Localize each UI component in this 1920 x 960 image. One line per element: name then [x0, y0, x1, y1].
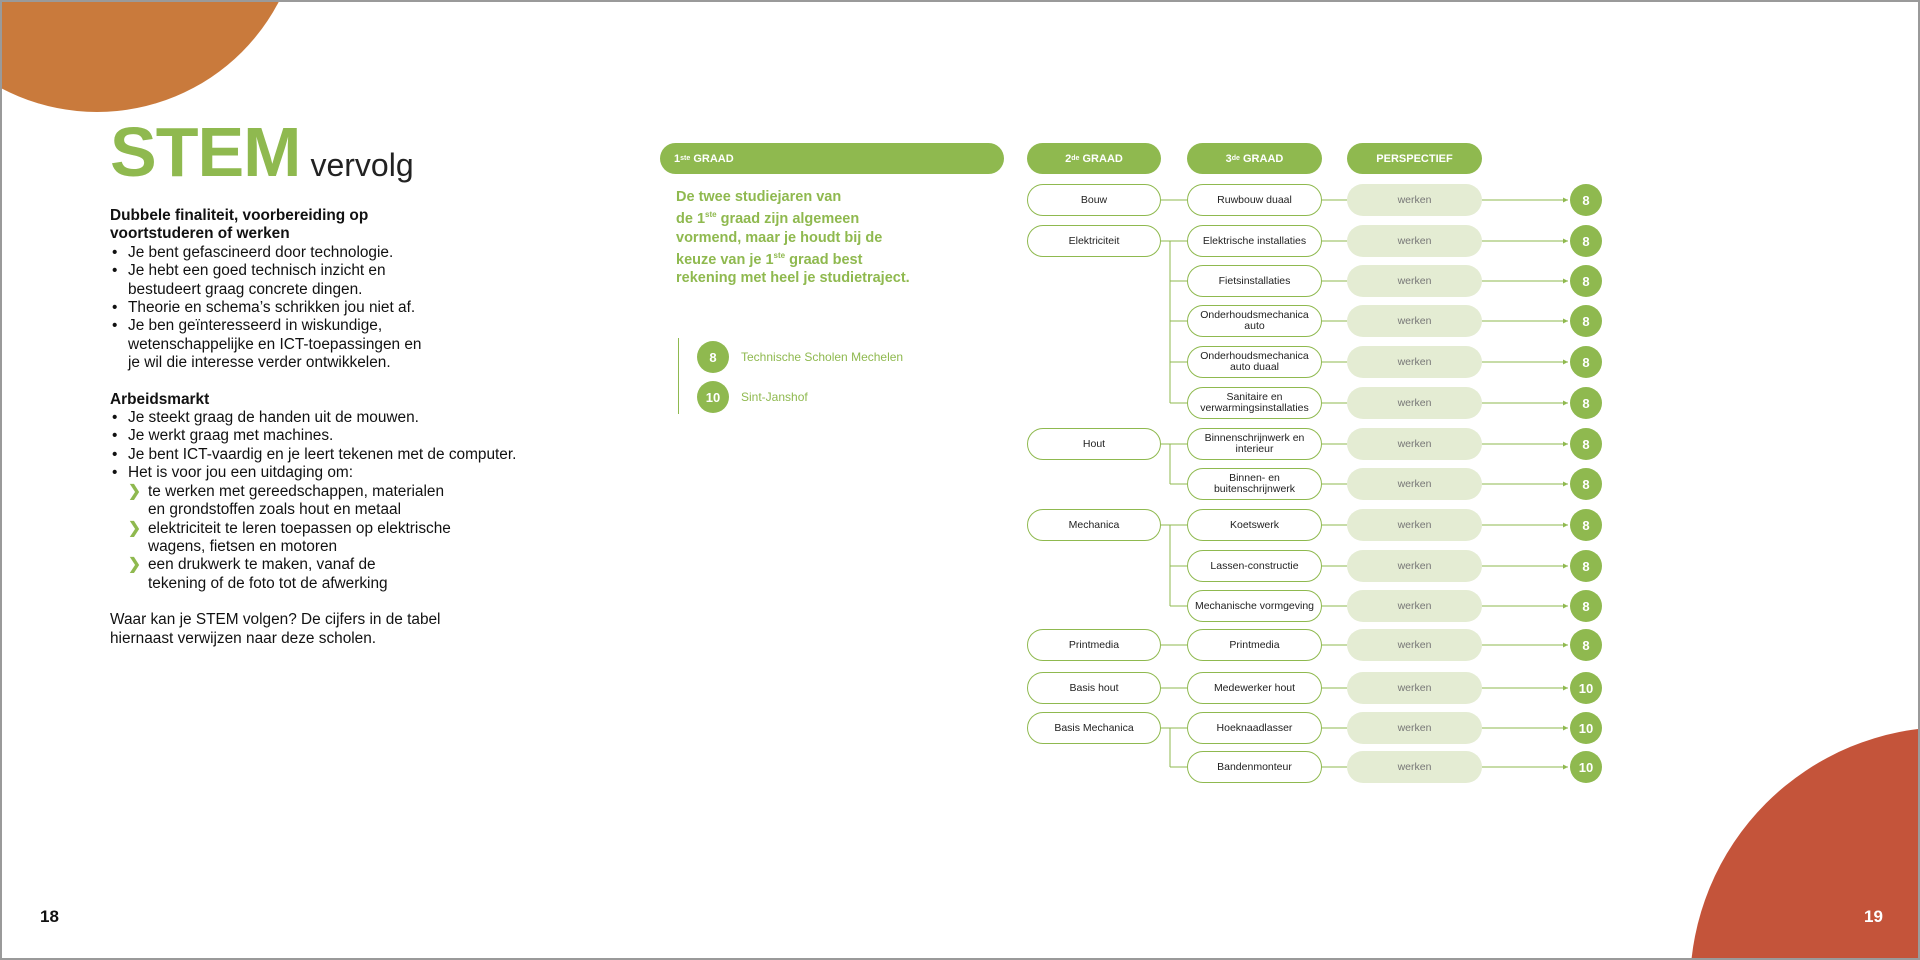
- bullet-list-profile: [110, 244, 530, 373]
- perspective-werken: werken: [1347, 184, 1482, 216]
- third-grade-option: Lassen-constructie: [1187, 550, 1322, 582]
- list-item: • Je werkt graag met machines.: [110, 427, 530, 445]
- header-2de-graad: 2 de GRAAD: [1027, 143, 1161, 174]
- school-number-badge: 10: [1570, 712, 1602, 744]
- bullet-list-arbeidsmarkt: [110, 409, 530, 593]
- school-number-badge: 8: [1570, 468, 1602, 500]
- sub-list-item: ❯ elektriciteit te leren toepassen op elektrische wagens, fietsen en motoren: [128, 519, 451, 555]
- perspective-werken: werken: [1347, 550, 1482, 582]
- legend-divider: [678, 338, 679, 414]
- third-grade-option: Sanitaire en verwarmingsinstallaties: [1187, 387, 1322, 419]
- heading-finaliteit: Dubbele finaliteit, voorbereiding op voortstuderen of werken: [110, 207, 369, 243]
- third-grade-option: Koetswerk: [1187, 509, 1322, 541]
- third-grade-option: Binnenschrijnwerk en interieur: [1187, 428, 1322, 460]
- perspective-werken: werken: [1347, 509, 1482, 541]
- perspective-werken: werken: [1347, 468, 1482, 500]
- perspective-werken: werken: [1347, 428, 1482, 460]
- second-grade-option: Basis hout: [1027, 672, 1161, 704]
- second-grade-option: Mechanica: [1027, 509, 1161, 541]
- third-grade-option: Onderhoudsmechanica auto: [1187, 305, 1322, 337]
- second-grade-option: Basis Mechanica: [1027, 712, 1161, 744]
- school-number-badge: 8: [1570, 225, 1602, 257]
- list-item: • Je hebt een goed technisch inzicht en bestudeert graag concrete dingen.: [110, 262, 530, 299]
- page-number-right: 19: [1864, 907, 1883, 926]
- list-item: • Je ben geïnteresseerd in wiskundige, wetenschappelijke en ICT-toepassingen en je wil die interesse verder ontwikkelen.: [110, 317, 530, 372]
- perspective-werken: werken: [1347, 346, 1482, 378]
- school-number-badge: 10: [697, 381, 729, 413]
- school-number-badge: 8: [1570, 428, 1602, 460]
- third-grade-option: Medewerker hout: [1187, 672, 1322, 704]
- list-item: • Het is voor jou een uitdaging om:: [110, 464, 530, 482]
- school-number-badge: 8: [1570, 550, 1602, 582]
- third-grade-option: Binnen- en buitenschrijnwerk: [1187, 468, 1322, 500]
- second-grade-option: Hout: [1027, 428, 1161, 460]
- legend-item-school-10: [697, 381, 808, 413]
- perspective-werken: werken: [1347, 672, 1482, 704]
- third-grade-option: Bandenmonteur: [1187, 751, 1322, 783]
- decorative-red-circle: [1690, 727, 1920, 960]
- school-number-badge: 8: [1570, 509, 1602, 541]
- list-item: • Je bent gefascineerd door technologie.: [110, 244, 530, 262]
- second-grade-option: Bouw: [1027, 184, 1161, 216]
- school-number-badge: 10: [1570, 751, 1602, 783]
- title-sub: vervolg: [310, 147, 414, 183]
- perspective-werken: werken: [1347, 265, 1482, 297]
- intro-text: [110, 207, 530, 648]
- header-1ste-graad: 1 ste GRAAD: [660, 143, 1004, 174]
- legend-item-school-8: [697, 341, 903, 373]
- header-3de-graad: 3 de GRAAD: [1187, 143, 1322, 174]
- title-main: STEM: [110, 113, 301, 191]
- third-grade-option: Elektrische installaties: [1187, 225, 1322, 257]
- first-grade-description: De twee studiejaren van de 1ste graad zijn algemeen vormend, maar je houdt bij de keuze van je 1ste graad best rekening met heel je studietraject.: [676, 189, 910, 287]
- third-grade-option: Onderhoudsmechanica auto duaal: [1187, 346, 1322, 378]
- school-number-badge: 8: [1570, 387, 1602, 419]
- school-number-badge: 8: [1570, 346, 1602, 378]
- perspective-werken: werken: [1347, 751, 1482, 783]
- perspective-werken: werken: [1347, 629, 1482, 661]
- decorative-orange-circle: [0, 0, 302, 112]
- school-name: Sint-Janshof: [741, 390, 808, 404]
- perspective-werken: werken: [1347, 712, 1482, 744]
- list-item: • Theorie en schema’s schrikken jou niet af.: [110, 299, 530, 317]
- page-title: [110, 112, 414, 192]
- second-grade-option: Printmedia: [1027, 629, 1161, 661]
- school-number-badge: 8: [1570, 629, 1602, 661]
- sub-list-item: ❯ een drukwerk te maken, vanaf de tekening of de foto tot de afwerking: [128, 556, 388, 592]
- header-perspectief: PERSPECTIEF: [1347, 143, 1482, 174]
- school-number-badge: 8: [1570, 184, 1602, 216]
- chevron-right-icon: ❯: [128, 519, 141, 537]
- perspective-werken: werken: [1347, 387, 1482, 419]
- list-item: • Je bent ICT-vaardig en je leert tekenen met de computer.: [110, 446, 530, 464]
- sub-list-item: ❯ te werken met gereedschappen, materialen en grondstoffen zoals hout en metaal: [128, 482, 445, 519]
- school-number-badge: 8: [1570, 265, 1602, 297]
- second-grade-option: Elektriciteit: [1027, 225, 1161, 257]
- perspective-werken: werken: [1347, 590, 1482, 622]
- third-grade-option: Mechanische vormgeving: [1187, 590, 1322, 622]
- perspective-werken: werken: [1347, 305, 1482, 337]
- heading-arbeidsmarkt: Arbeidsmarkt: [110, 390, 210, 408]
- school-number-badge: 10: [1570, 672, 1602, 704]
- third-grade-option: Printmedia: [1187, 629, 1322, 661]
- chevron-right-icon: ❯: [128, 556, 141, 574]
- perspective-werken: werken: [1347, 225, 1482, 257]
- third-grade-option: Ruwbouw duaal: [1187, 184, 1322, 216]
- school-number-badge: 8: [1570, 590, 1602, 622]
- page-number-left: 18: [40, 907, 59, 926]
- chevron-right-icon: ❯: [128, 482, 141, 500]
- third-grade-option: Hoeknaadlasser: [1187, 712, 1322, 744]
- list-item: • Je steekt graag de handen uit de mouwen.: [110, 409, 530, 427]
- school-number-badge: 8: [1570, 305, 1602, 337]
- school-number-badge: 8: [697, 341, 729, 373]
- closing-text: Waar kan je STEM volgen? De cijfers in de tabel hiernaast verwijzen naar deze scholen.: [110, 611, 441, 647]
- school-name: Technische Scholen Mechelen: [741, 350, 904, 364]
- third-grade-option: Fietsinstallaties: [1187, 265, 1322, 297]
